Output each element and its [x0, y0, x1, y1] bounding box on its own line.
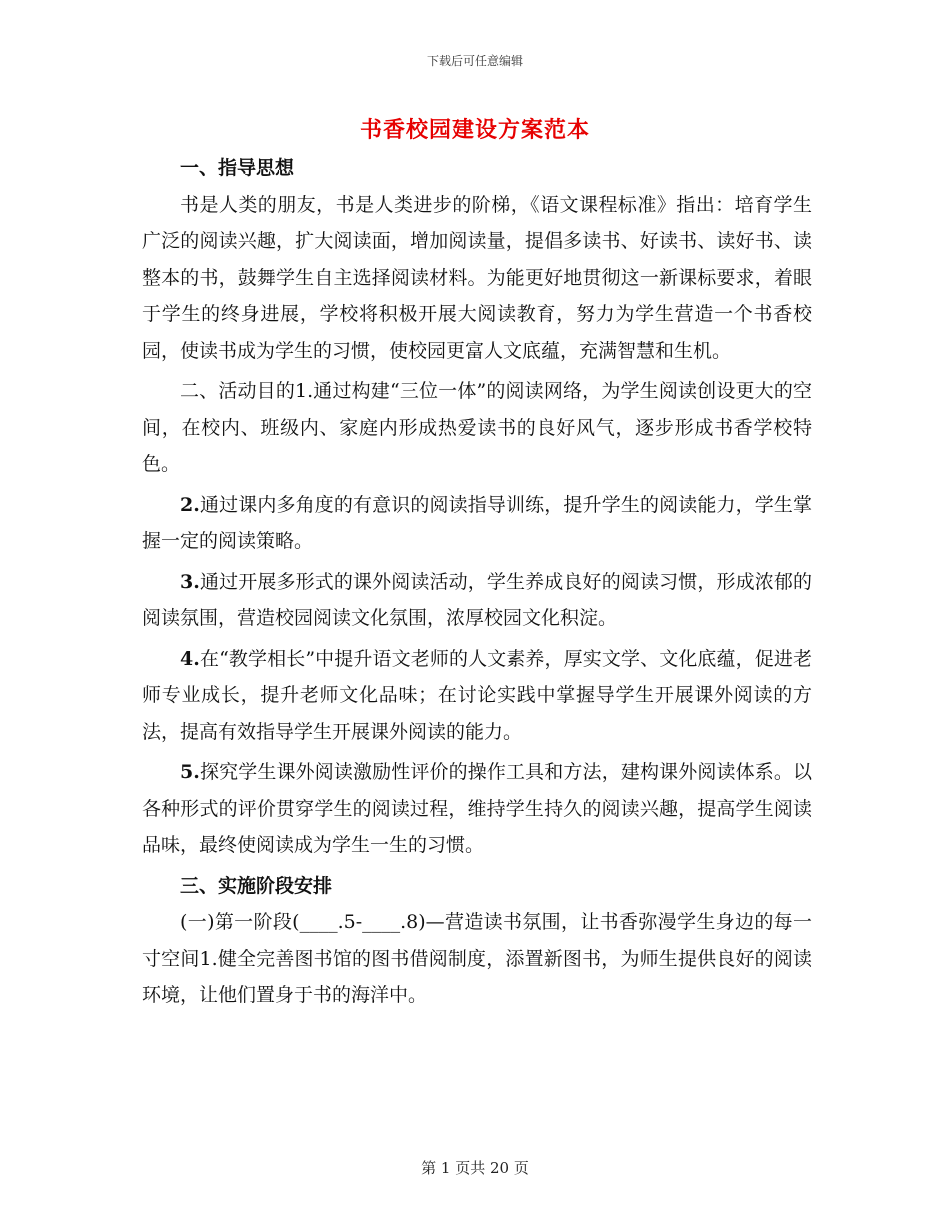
- goal-text: 通过课内多角度的有意识的阅读指导训练，提升学生的阅读能力，学生掌握一定的阅读策略。: [142, 493, 812, 552]
- paragraph-phase-one: (一)第一阶段(____.5-____.8)—营造读书氛围，让书香弥漫学生身边的每一寸空间1.健全完善图书馆的图书借阅制度，添置新图书，为师生提供良好的阅读环境，让他们置身于书的海洋中。: [142, 911, 812, 1006]
- paragraph-guiding-thought: 书是人类的朋友，书是人类进步的阶梯，《语文课程标准》指出：培育学生广泛的阅读兴趣，扩大阅读面，增加阅读量，提倡多读书、好读书、读好书、读整本的书，鼓舞学生自主选择阅读材料。为能更好地贯彻这一新课标要求，着眼于学生的终身进展，学校将积极开展大阅读教育，努力为学生营造一个书香校园，使读书成为学生的习惯，使校园更富人文底蕴，充满智慧和生机。: [142, 193, 812, 362]
- goal-text: 探究学生课外阅读激励性评价的操作工具和方法，建构课外阅读体系。以各种形式的评价贯穿学生的阅读过程，维持学生持久的阅读兴趣，提高学生阅读品味，最终使阅读成为学生一生的习惯。: [142, 761, 812, 856]
- section-heading-guiding-thought: 一、指导思想: [180, 157, 295, 179]
- goal-number: 5.: [180, 761, 200, 783]
- page-number: 第 1 页共 20 页: [421, 1159, 529, 1177]
- paragraph-activity-goals: 二、活动目的1.通过构建“三位一体”的阅读网络，为学生阅读创设更大的空间，在校内、班级内、家庭内形成热爱读书的良好风气，逐步形成书香学校特色。: [142, 380, 812, 475]
- goal-number: 2.: [180, 493, 200, 516]
- goal-item-3: [142, 564, 812, 637]
- section-heading-implementation: 三、实施阶段安排: [180, 874, 333, 897]
- goal-text: 在“教学相长”中提升语文老师的人文素养，厚实文学、文化底蕴，促进老师专业成长，提升老师文化品味；在讨论实践中掌握导学生开展课外阅读的方法，提高有效指导学生开展课外阅读的能力。: [142, 647, 812, 743]
- goal-item-4: [142, 641, 812, 751]
- goal-item-5: [142, 754, 812, 864]
- goal-number: 3.: [180, 570, 200, 593]
- page-header-note: 下载后可任意编辑: [426, 54, 523, 68]
- goal-text: 通过开展多形式的课外阅读活动，学生养成良好的阅读习惯，形成浓郁的阅读氛围，营造校园阅读文化氛围，浓厚校园文化积淀。: [142, 570, 812, 629]
- goal-item-2: [142, 487, 812, 560]
- document-body: [142, 150, 812, 1014]
- document-title: 书香校园建设方案范本: [359, 117, 590, 143]
- goal-number: 4.: [180, 647, 200, 670]
